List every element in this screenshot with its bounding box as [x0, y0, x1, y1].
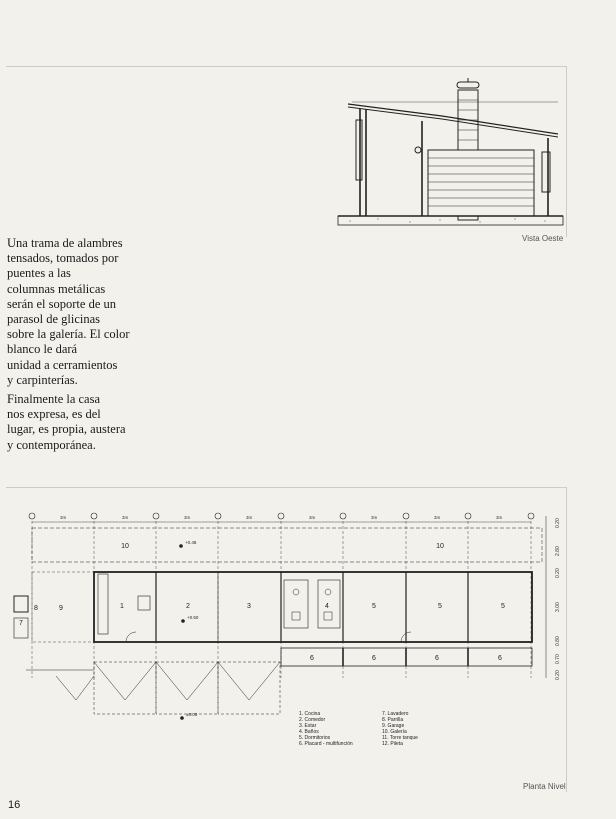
legend-item: 11. Torre tanque	[382, 735, 418, 742]
plan-caption: Planta Nivel	[523, 782, 566, 791]
vertical-dimension-label: 0.80	[555, 636, 561, 646]
vertical-dimension-label: 0.20	[555, 670, 561, 680]
legend-item: 6. Placard - multifunción	[299, 741, 353, 748]
elevation-caption: Vista Oeste	[522, 234, 564, 243]
west-elevation-drawing	[330, 76, 565, 236]
room-number: 1	[120, 603, 124, 610]
text-line: sobre la galería. El color	[7, 327, 130, 342]
room-number: 6	[435, 655, 439, 662]
vertical-dimension-label: 0.20	[555, 568, 561, 578]
room-number: 5	[438, 603, 442, 610]
level-mark-symbol	[179, 544, 183, 548]
text-line: y contemporánea.	[7, 437, 96, 452]
body-paragraph-1	[7, 236, 167, 388]
vertical-dimension-label: 0.20	[555, 518, 561, 528]
text-line: puentes a las	[7, 266, 71, 281]
legend-item: 2. Comedor	[299, 717, 326, 724]
room-number: 6	[310, 655, 314, 662]
room-number: 4	[325, 603, 329, 610]
legend-item: 9. Garage	[382, 723, 405, 730]
legend-item: 1. Cocina	[299, 711, 321, 717]
module-dimension-label: 3m	[371, 515, 378, 520]
floor-plan-drawing	[6, 500, 566, 782]
room-number: 2	[186, 603, 190, 610]
module-dimension-label: 3m	[246, 515, 253, 520]
legend-item: 5. Dormitorios	[299, 735, 331, 742]
text-line: unidad a cerramientos	[7, 357, 118, 372]
vertical-dimension-label: 3.00	[555, 602, 561, 612]
room-number: 5	[372, 603, 376, 610]
plan-legend-left	[299, 711, 353, 748]
text-line: y carpinterías.	[7, 372, 78, 387]
room-number: 6	[372, 655, 376, 662]
legend-item: 3. Estar	[299, 723, 317, 730]
text-line: Una trama de alambres	[7, 236, 123, 250]
text-line: nos expresa, es del	[7, 407, 101, 422]
room-number: 10	[121, 543, 129, 550]
module-dimension-label: 3m	[122, 515, 129, 520]
room-number: 3	[247, 603, 251, 610]
room-number: 9	[59, 605, 63, 612]
level-mark: +0.48	[185, 540, 197, 545]
level-mark: ±0.00	[186, 712, 198, 717]
vertical-dimension-label: 2.80	[555, 546, 561, 556]
level-mark-symbol	[181, 619, 185, 623]
level-mark-symbol	[180, 716, 184, 720]
text-line: tensados, tomados por	[7, 251, 119, 266]
level-mark: +0.50	[187, 615, 199, 620]
room-number: 8	[34, 605, 38, 612]
room-number: 10	[436, 543, 444, 550]
body-paragraph-2	[7, 392, 167, 453]
module-dimension-label: 3m	[496, 515, 503, 520]
page-number: 16	[8, 799, 21, 811]
legend-item: 4. Baños	[299, 729, 319, 736]
module-dimension-label: 3m	[60, 515, 67, 520]
text-line: lugar, es propia, austera	[7, 422, 126, 437]
module-dimension-label: 3m	[434, 515, 441, 520]
legend-item: 7. Lavadero	[382, 711, 409, 717]
vertical-dimension-label: 0.70	[555, 654, 561, 664]
text-line: Finalmente la casa	[7, 392, 101, 406]
legend-item: 10. Galería	[382, 729, 407, 736]
text-line: parasol de glicinas	[7, 312, 101, 327]
legend-item: 12. Pileta	[382, 741, 403, 748]
module-dimension-label: 3m	[184, 515, 191, 520]
text-line: columnas metálicas	[7, 281, 106, 296]
text-line: blanco le dará	[7, 342, 78, 357]
legend-item: 8. Parrilla	[382, 717, 404, 724]
module-dimension-label: 3m	[309, 515, 316, 520]
room-number: 5	[501, 603, 505, 610]
plan-legend-right	[382, 711, 418, 748]
room-number: 7	[19, 620, 23, 627]
text-line: serán el soporte de un	[7, 296, 116, 311]
room-number: 6	[498, 655, 502, 662]
